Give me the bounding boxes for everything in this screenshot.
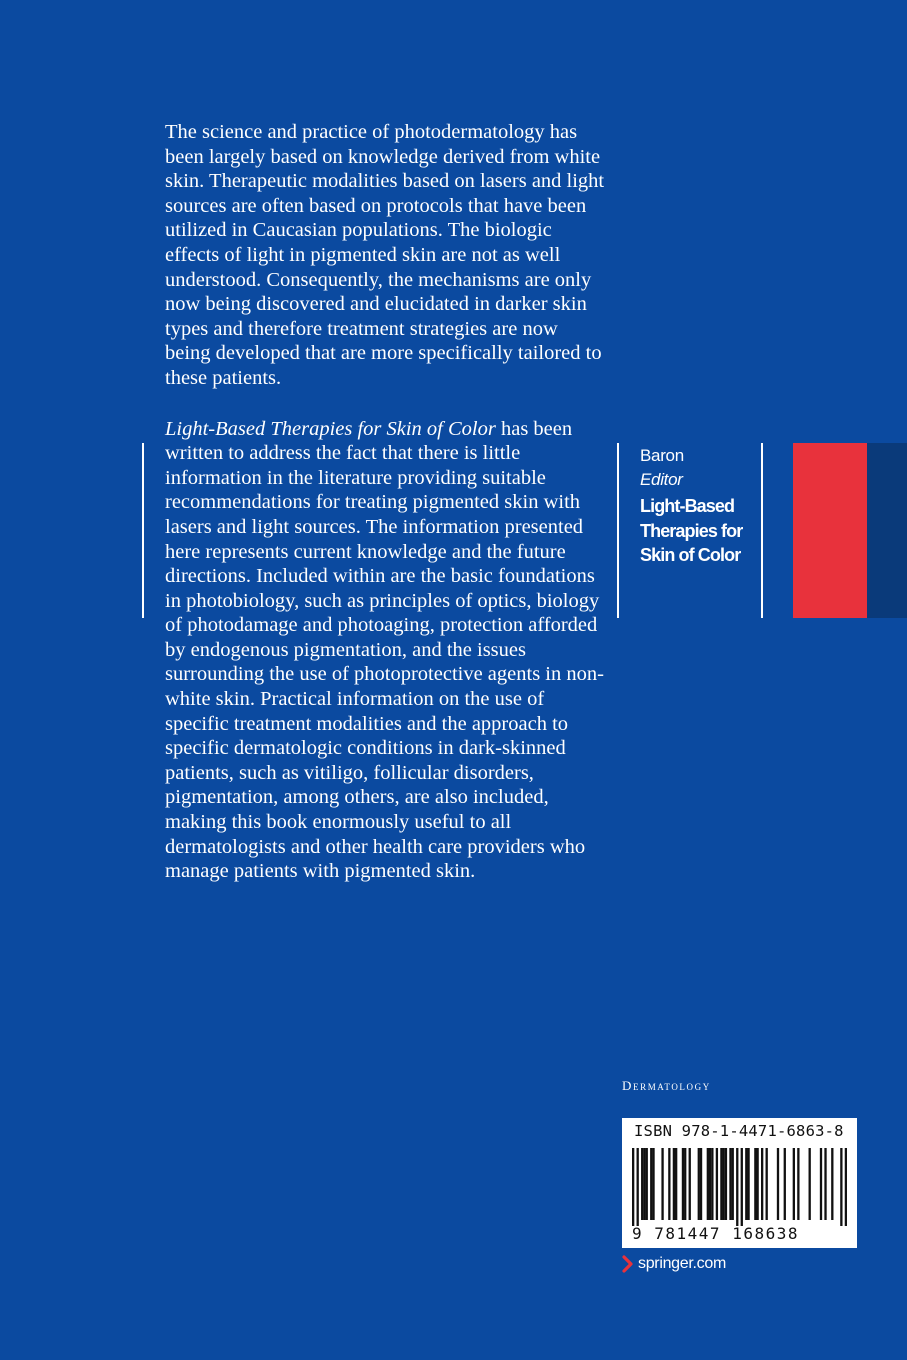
barcode-bar: [720, 1148, 722, 1220]
barcode-bar: [741, 1148, 743, 1226]
back-cover-blurb: [165, 120, 605, 884]
barcode-bar: [754, 1148, 756, 1220]
barcode-bar: [820, 1148, 822, 1220]
red-color-band: [793, 443, 867, 618]
barcode-bar: [761, 1148, 763, 1220]
publisher-link[interactable]: [622, 1252, 726, 1276]
barcode-bar: [673, 1148, 675, 1220]
barcode-bar: [689, 1148, 691, 1220]
barcode-bar: [675, 1148, 677, 1220]
barcode-bar: [766, 1148, 768, 1220]
barcode-bar: [709, 1148, 711, 1220]
editor-name: Baron: [640, 446, 684, 465]
editor-role: Editor: [640, 470, 683, 489]
barcode-bar: [637, 1148, 639, 1226]
barcode-bar: [711, 1148, 713, 1220]
barcode-bar: [684, 1148, 686, 1220]
barcode-bar: [745, 1148, 747, 1220]
publisher-name: springer.com: [638, 1255, 726, 1272]
barcode-bar: [632, 1148, 634, 1226]
subject-category: Dermatology: [622, 1078, 711, 1093]
barcode-bar: [698, 1148, 700, 1220]
barcode-bar: [809, 1148, 811, 1220]
barcode-bar: [650, 1148, 652, 1220]
navy-color-band: [867, 443, 907, 618]
barcode-bar: [668, 1148, 670, 1220]
barcode-bar: [777, 1148, 779, 1220]
barcode-bar: [840, 1148, 842, 1226]
isbn-label: ISBN 978-1-4471-6863-8: [634, 1122, 844, 1140]
barcode-bar: [793, 1148, 795, 1220]
barcode-bar: [845, 1148, 847, 1226]
barcode-bar: [707, 1148, 709, 1220]
barcode-bar: [729, 1148, 731, 1220]
blurb-paragraph-2: [165, 417, 605, 884]
left-divider-rule: [142, 443, 144, 618]
barcode-bar: [723, 1148, 725, 1220]
barcode-bar: [756, 1148, 758, 1220]
blurb-book-title: Light-Based Therapies for Skin of Color: [165, 417, 496, 440]
barcode-bar: [716, 1148, 718, 1220]
blurb-paragraph-2-text: has been written to address the fact that there is little information in the literature providing suitable recommendations for treating pigmented skin with lasers and light sources. The information presented here represents current knowledge and the future directions. Included within are the basic foundations in photobiology, such as principles of optics, biology of photodamage and photoaging, protection afforded by endogenous pigmentation, and the issues surrounding the use of photoprotective agents in non-white skin. Practical information on the use of specific treatment modalities and the approach to specific dermatologic conditions in dark-skinned patients, such as vitiligo, follicular disorders, pigmentation, among others, are also included, making this book enormously useful to all dermatologists and other health care providers who manage patients with pigmented skin.: [165, 417, 604, 883]
book-title: Light-Based Therapies for Skin of Color: [640, 496, 743, 565]
blurb-paragraph-1: The science and practice of photodermatology has been largely based on knowledge derived from white skin. Therapeutic modalities based on lasers and light sources are often based on protocols that have been utilized in Caucasian populations. The biologic effects of light in pigmented skin are not as well understood. Consequently, the mechanisms are only now being discovered and elucidated in darker skin types and therefore treatment strategies are now being developed that are more specifically tailored to these patients.: [165, 121, 605, 389]
barcode-bar: [831, 1148, 833, 1220]
barcode-icon: [632, 1148, 847, 1226]
barcode-bar: [732, 1148, 734, 1220]
barcode-bar: [661, 1148, 663, 1220]
barcode-bar: [736, 1148, 738, 1226]
barcode-bar: [652, 1148, 654, 1220]
barcode-bar: [641, 1148, 643, 1220]
barcode-bar: [646, 1148, 648, 1220]
barcode-bar: [643, 1148, 645, 1220]
barcode-bar: [797, 1148, 799, 1220]
chevron-right-icon: [622, 1255, 634, 1273]
barcode-bar: [682, 1148, 684, 1220]
ean-digits: 9 781447 168638: [632, 1224, 799, 1243]
barcode-bar: [747, 1148, 749, 1220]
barcode-bar: [824, 1148, 826, 1220]
isbn-barcode-box: [622, 1118, 857, 1248]
barcode-bar: [784, 1148, 786, 1220]
barcode-bar: [700, 1148, 702, 1220]
barcode-bar: [725, 1148, 727, 1220]
